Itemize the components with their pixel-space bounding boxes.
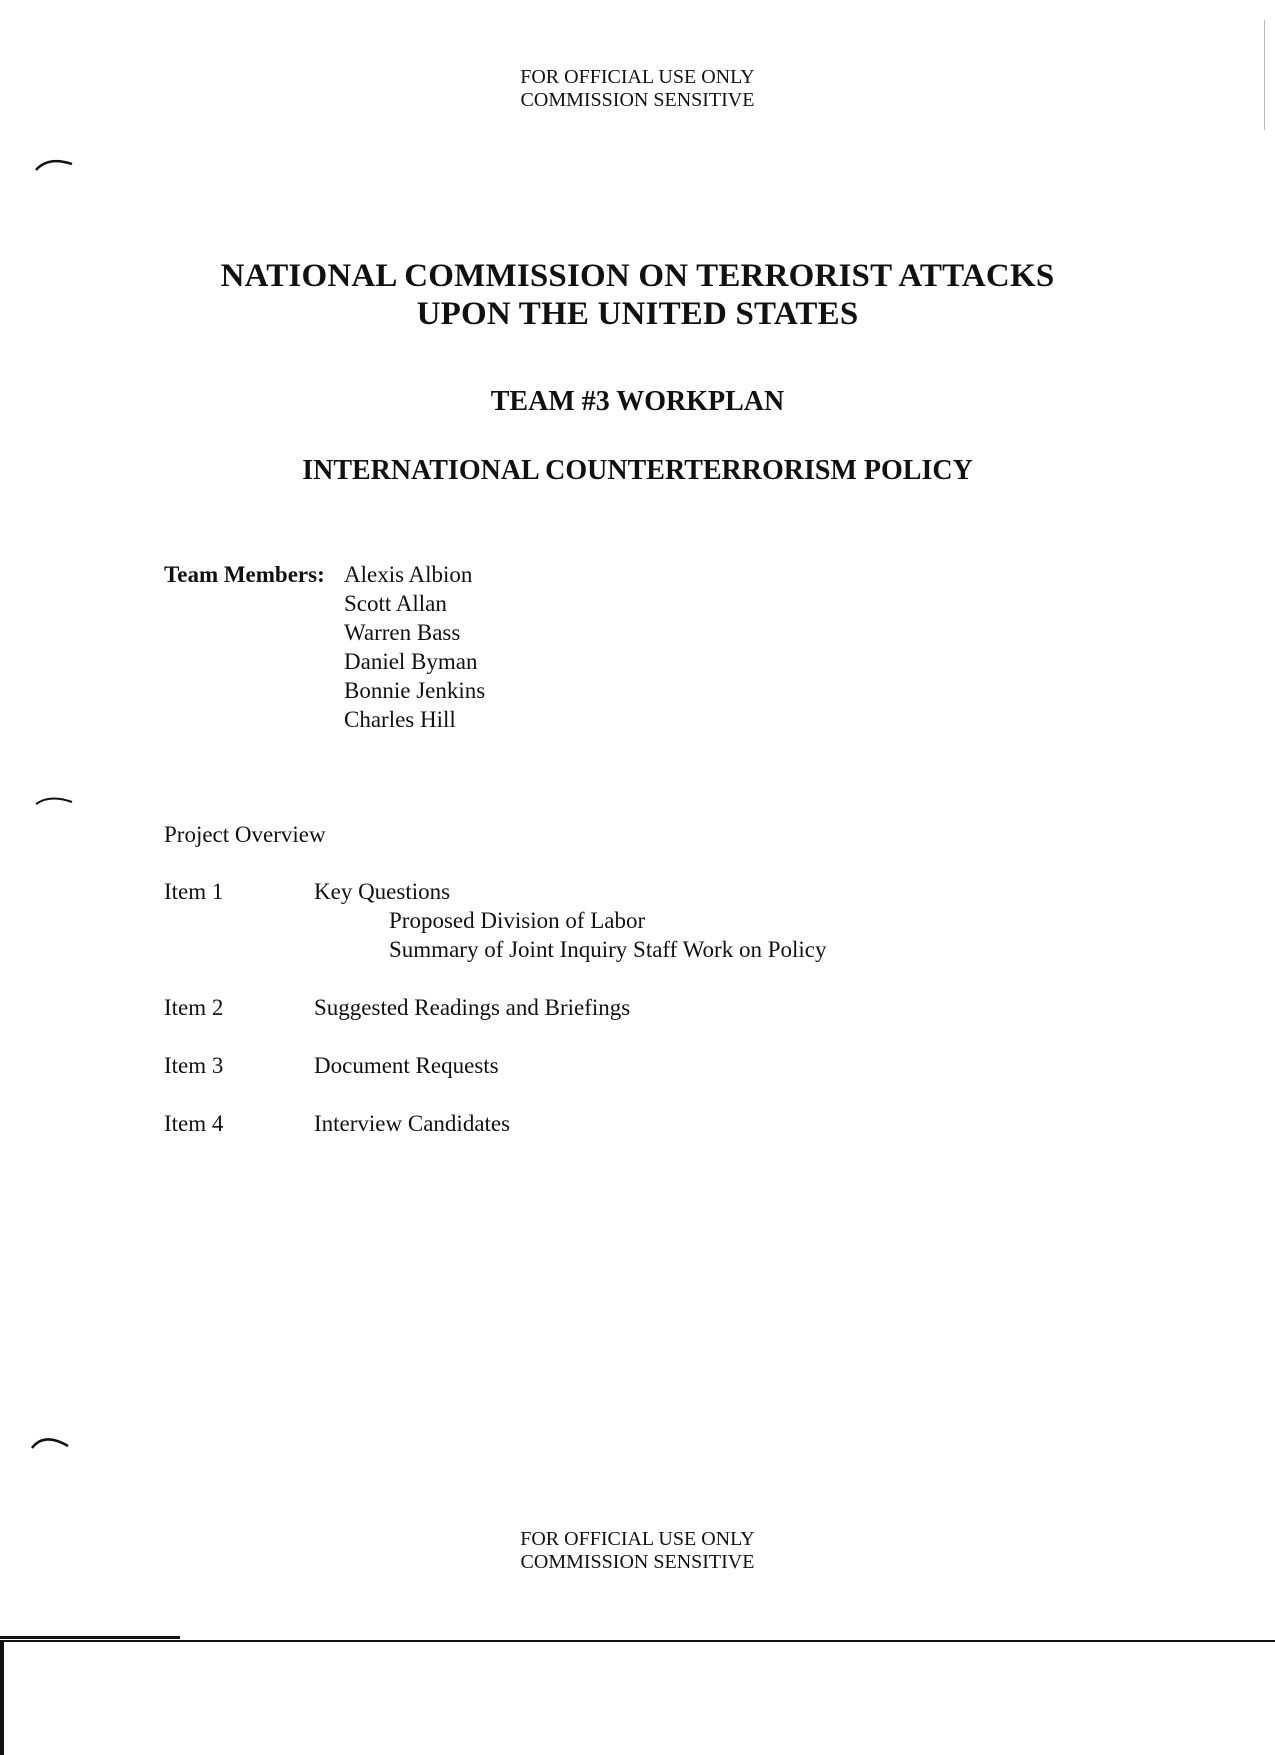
item-label: Item 4 bbox=[164, 1111, 224, 1136]
team-member: Scott Allan bbox=[344, 591, 447, 616]
scan-edge-line bbox=[0, 1636, 180, 1639]
header-marking-line1: FOR OFFICIAL USE ONLY bbox=[520, 66, 755, 88]
item-title: Interview Candidates bbox=[314, 1111, 511, 1136]
footer-marking-line1: FOR OFFICIAL USE ONLY bbox=[520, 1528, 755, 1550]
binder-hole-mark-icon bbox=[30, 1430, 70, 1452]
item-title: Suggested Readings and Briefings bbox=[314, 995, 631, 1020]
item-title: Document Requests bbox=[314, 1053, 499, 1078]
team-member: Daniel Byman bbox=[344, 649, 478, 674]
team-members-label: Team Members: bbox=[164, 562, 325, 587]
item-label: Item 3 bbox=[164, 1053, 224, 1078]
item-title: Key Questions bbox=[314, 879, 451, 904]
binder-hole-mark-icon bbox=[34, 790, 74, 808]
binder-hole-mark-icon bbox=[34, 154, 74, 172]
scan-edge-line bbox=[1264, 20, 1265, 130]
policy-title: INTERNATIONAL COUNTERTERRORISM POLICY bbox=[302, 455, 973, 486]
team-members-list bbox=[344, 560, 485, 734]
item-subitem: Summary of Joint Inquiry Staff Work on Policy bbox=[389, 937, 827, 962]
commission-title bbox=[0, 257, 1275, 333]
commission-title-line1: NATIONAL COMMISSION ON TERRORIST ATTACKS bbox=[220, 258, 1055, 294]
scan-edge-line bbox=[0, 1640, 4, 1755]
workplan-title: TEAM #3 WORKPLAN bbox=[490, 386, 785, 417]
team-member: Charles Hill bbox=[344, 707, 456, 732]
project-overview: Project Overview bbox=[164, 822, 326, 847]
item-subitem: Proposed Division of Labor bbox=[389, 908, 646, 933]
commission-title-line2: UPON THE UNITED STATES bbox=[416, 296, 859, 332]
header-marking bbox=[0, 66, 1275, 112]
item-label: Item 1 bbox=[164, 879, 224, 904]
scan-edge-line bbox=[0, 1640, 1275, 1642]
team-member: Bonnie Jenkins bbox=[344, 678, 486, 703]
header-marking-line2: COMMISSION SENSITIVE bbox=[520, 89, 755, 111]
footer-marking bbox=[0, 1528, 1275, 1574]
team-member: Alexis Albion bbox=[344, 562, 473, 587]
item-label: Item 2 bbox=[164, 995, 224, 1020]
team-member: Warren Bass bbox=[344, 620, 461, 645]
footer-marking-line2: COMMISSION SENSITIVE bbox=[520, 1551, 755, 1573]
